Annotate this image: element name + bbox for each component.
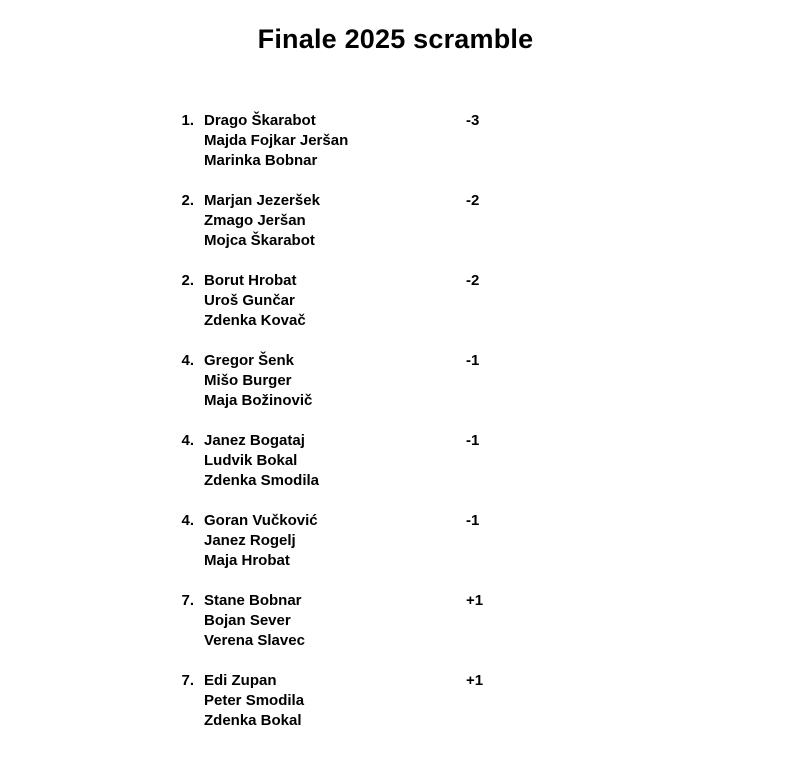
team-row — [170, 232, 640, 252]
player-name: Zdenka Kovač — [204, 312, 306, 329]
player-name: Zdenka Smodila — [204, 472, 320, 489]
team-row — [170, 352, 640, 372]
results-list — [170, 112, 640, 752]
team-row — [170, 272, 640, 292]
team-rank: 4. — [181, 512, 194, 529]
team-row — [170, 592, 640, 612]
team-row — [170, 212, 640, 232]
team-row — [170, 372, 640, 392]
team-rank: 4. — [181, 432, 194, 449]
team-entry — [170, 192, 640, 252]
player-name: Janez Bogataj — [204, 432, 305, 449]
team-row — [170, 632, 640, 652]
player-name: Goran Vučković — [204, 512, 318, 529]
team-row — [170, 192, 640, 212]
team-row — [170, 312, 640, 332]
team-row — [170, 432, 640, 452]
team-row — [170, 392, 640, 412]
team-score: -2 — [466, 192, 480, 209]
team-score: -1 — [466, 512, 480, 529]
player-name: Maja Hrobat — [204, 552, 290, 569]
player-name: Zdenka Bokal — [204, 712, 302, 729]
player-name: Majda Fojkar Jeršan — [204, 132, 349, 149]
player-name: Zmago Jeršan — [204, 212, 306, 229]
player-name: Marinka Bobnar — [204, 152, 318, 169]
team-score: -2 — [466, 272, 480, 289]
player-name: Janez Rogelj — [204, 532, 296, 549]
team-rank: 4. — [181, 352, 194, 369]
player-name: Marjan Jezeršek — [204, 192, 320, 209]
team-score: +1 — [466, 592, 484, 609]
team-entry — [170, 272, 640, 332]
team-row — [170, 452, 640, 472]
team-row — [170, 132, 640, 152]
team-row — [170, 532, 640, 552]
player-name: Mojca Škarabot — [204, 232, 315, 249]
team-score: -1 — [466, 432, 480, 449]
player-name: Drago Škarabot — [204, 112, 316, 129]
team-entry — [170, 592, 640, 652]
team-entry — [170, 112, 640, 172]
team-row — [170, 152, 640, 172]
team-score: -1 — [466, 352, 480, 369]
team-entry — [170, 672, 640, 732]
team-row — [170, 512, 640, 532]
player-name: Gregor Šenk — [204, 352, 295, 369]
team-score: +1 — [466, 672, 484, 689]
team-rank: 7. — [181, 672, 194, 689]
team-rank: 2. — [181, 272, 194, 289]
player-name: Verena Slavec — [204, 632, 305, 649]
player-name: Stane Bobnar — [204, 592, 302, 609]
team-entry — [170, 512, 640, 572]
team-row — [170, 552, 640, 572]
team-row — [170, 612, 640, 632]
team-rank: 1. — [181, 112, 194, 129]
team-entry — [170, 432, 640, 492]
player-name: Edi Zupan — [204, 672, 277, 689]
player-name: Uroš Gunčar — [204, 292, 295, 309]
player-name: Maja Božinovič — [204, 392, 313, 409]
team-score: -3 — [466, 112, 480, 129]
team-entry — [170, 352, 640, 412]
player-name: Peter Smodila — [204, 692, 305, 709]
player-name: Borut Hrobat — [204, 272, 297, 289]
team-row — [170, 472, 640, 492]
team-row — [170, 112, 640, 132]
player-name: Ludvik Bokal — [204, 452, 298, 469]
team-row — [170, 712, 640, 732]
team-rank: 7. — [181, 592, 194, 609]
page-title: Finale 2025 scramble — [257, 24, 534, 54]
team-row — [170, 672, 640, 692]
team-row — [170, 292, 640, 312]
team-rank: 2. — [181, 192, 194, 209]
player-name: Mišo Burger — [204, 372, 292, 389]
team-row — [170, 692, 640, 712]
player-name: Bojan Sever — [204, 612, 291, 629]
